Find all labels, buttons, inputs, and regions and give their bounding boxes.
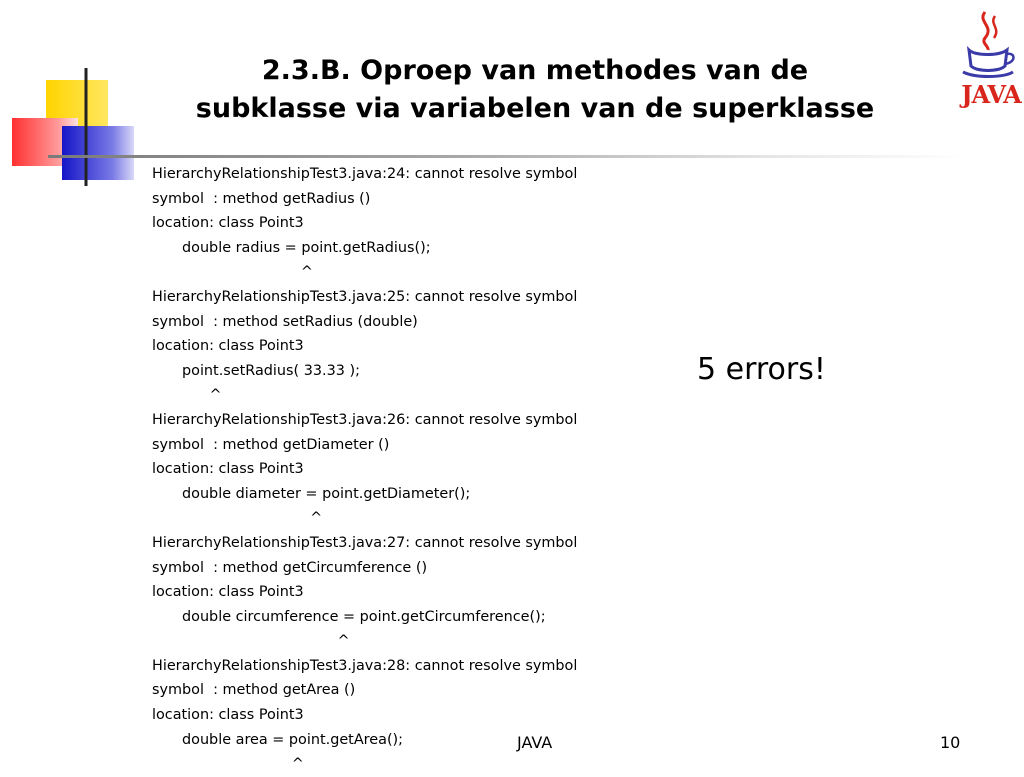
title-line-1: 2.3.B. Oproep van methodes van de bbox=[261, 55, 809, 86]
code-line: ^ bbox=[182, 756, 304, 773]
code-line: symbol : method getArea () bbox=[152, 682, 356, 699]
java-logo-text: JAVA bbox=[961, 80, 1021, 109]
code-line: location: class Point3 bbox=[152, 461, 304, 478]
code-line: symbol : method setRadius (double) bbox=[152, 313, 418, 330]
code-line: double diameter = point.getDiameter(); bbox=[182, 485, 471, 502]
page-number: 10 bbox=[940, 733, 961, 752]
blue-square bbox=[62, 126, 134, 180]
code-line: ^ bbox=[182, 264, 313, 281]
code-line: double radius = point.getRadius(); bbox=[182, 239, 431, 256]
code-line: point.setRadius( 33.33 ); bbox=[182, 362, 360, 379]
code-line: HierarchyRelationshipTest3.java:25: cannot resolve symbol bbox=[152, 288, 578, 305]
slide-title bbox=[140, 52, 930, 128]
code-line: location: class Point3 bbox=[152, 707, 304, 724]
code-line: symbol : method getRadius () bbox=[152, 190, 371, 207]
title-line-2: subklasse via variabelen van de superklasse bbox=[195, 93, 875, 124]
code-line: location: class Point3 bbox=[152, 584, 304, 601]
title-underline bbox=[48, 155, 968, 158]
code-line: location: class Point3 bbox=[152, 215, 304, 232]
code-line: ^ bbox=[182, 387, 222, 404]
code-line: HierarchyRelationshipTest3.java:28: cannot resolve symbol bbox=[152, 657, 578, 674]
code-line: double area = point.getArea(); bbox=[182, 731, 404, 748]
code-line: HierarchyRelationshipTest3.java:27: cannot resolve symbol bbox=[152, 534, 578, 551]
code-line: ^ bbox=[182, 633, 350, 650]
code-line: symbol : method getDiameter () bbox=[152, 436, 390, 453]
code-line: HierarchyRelationshipTest3.java:24: cannot resolve symbol bbox=[152, 166, 578, 182]
code-line: double circumference = point.getCircumference(); bbox=[182, 608, 546, 625]
code-line: ^ bbox=[182, 510, 323, 527]
compiler-output bbox=[152, 162, 577, 777]
code-line: HierarchyRelationshipTest3.java:26: cannot resolve symbol bbox=[152, 411, 578, 428]
footer-label: JAVA bbox=[517, 733, 553, 752]
code-line: symbol : method getCircumference () bbox=[152, 559, 428, 576]
red-square bbox=[12, 118, 78, 166]
code-line: location: class Point3 bbox=[152, 338, 304, 355]
errors-note: 5 errors! bbox=[697, 352, 826, 387]
yellow-square bbox=[46, 80, 108, 126]
